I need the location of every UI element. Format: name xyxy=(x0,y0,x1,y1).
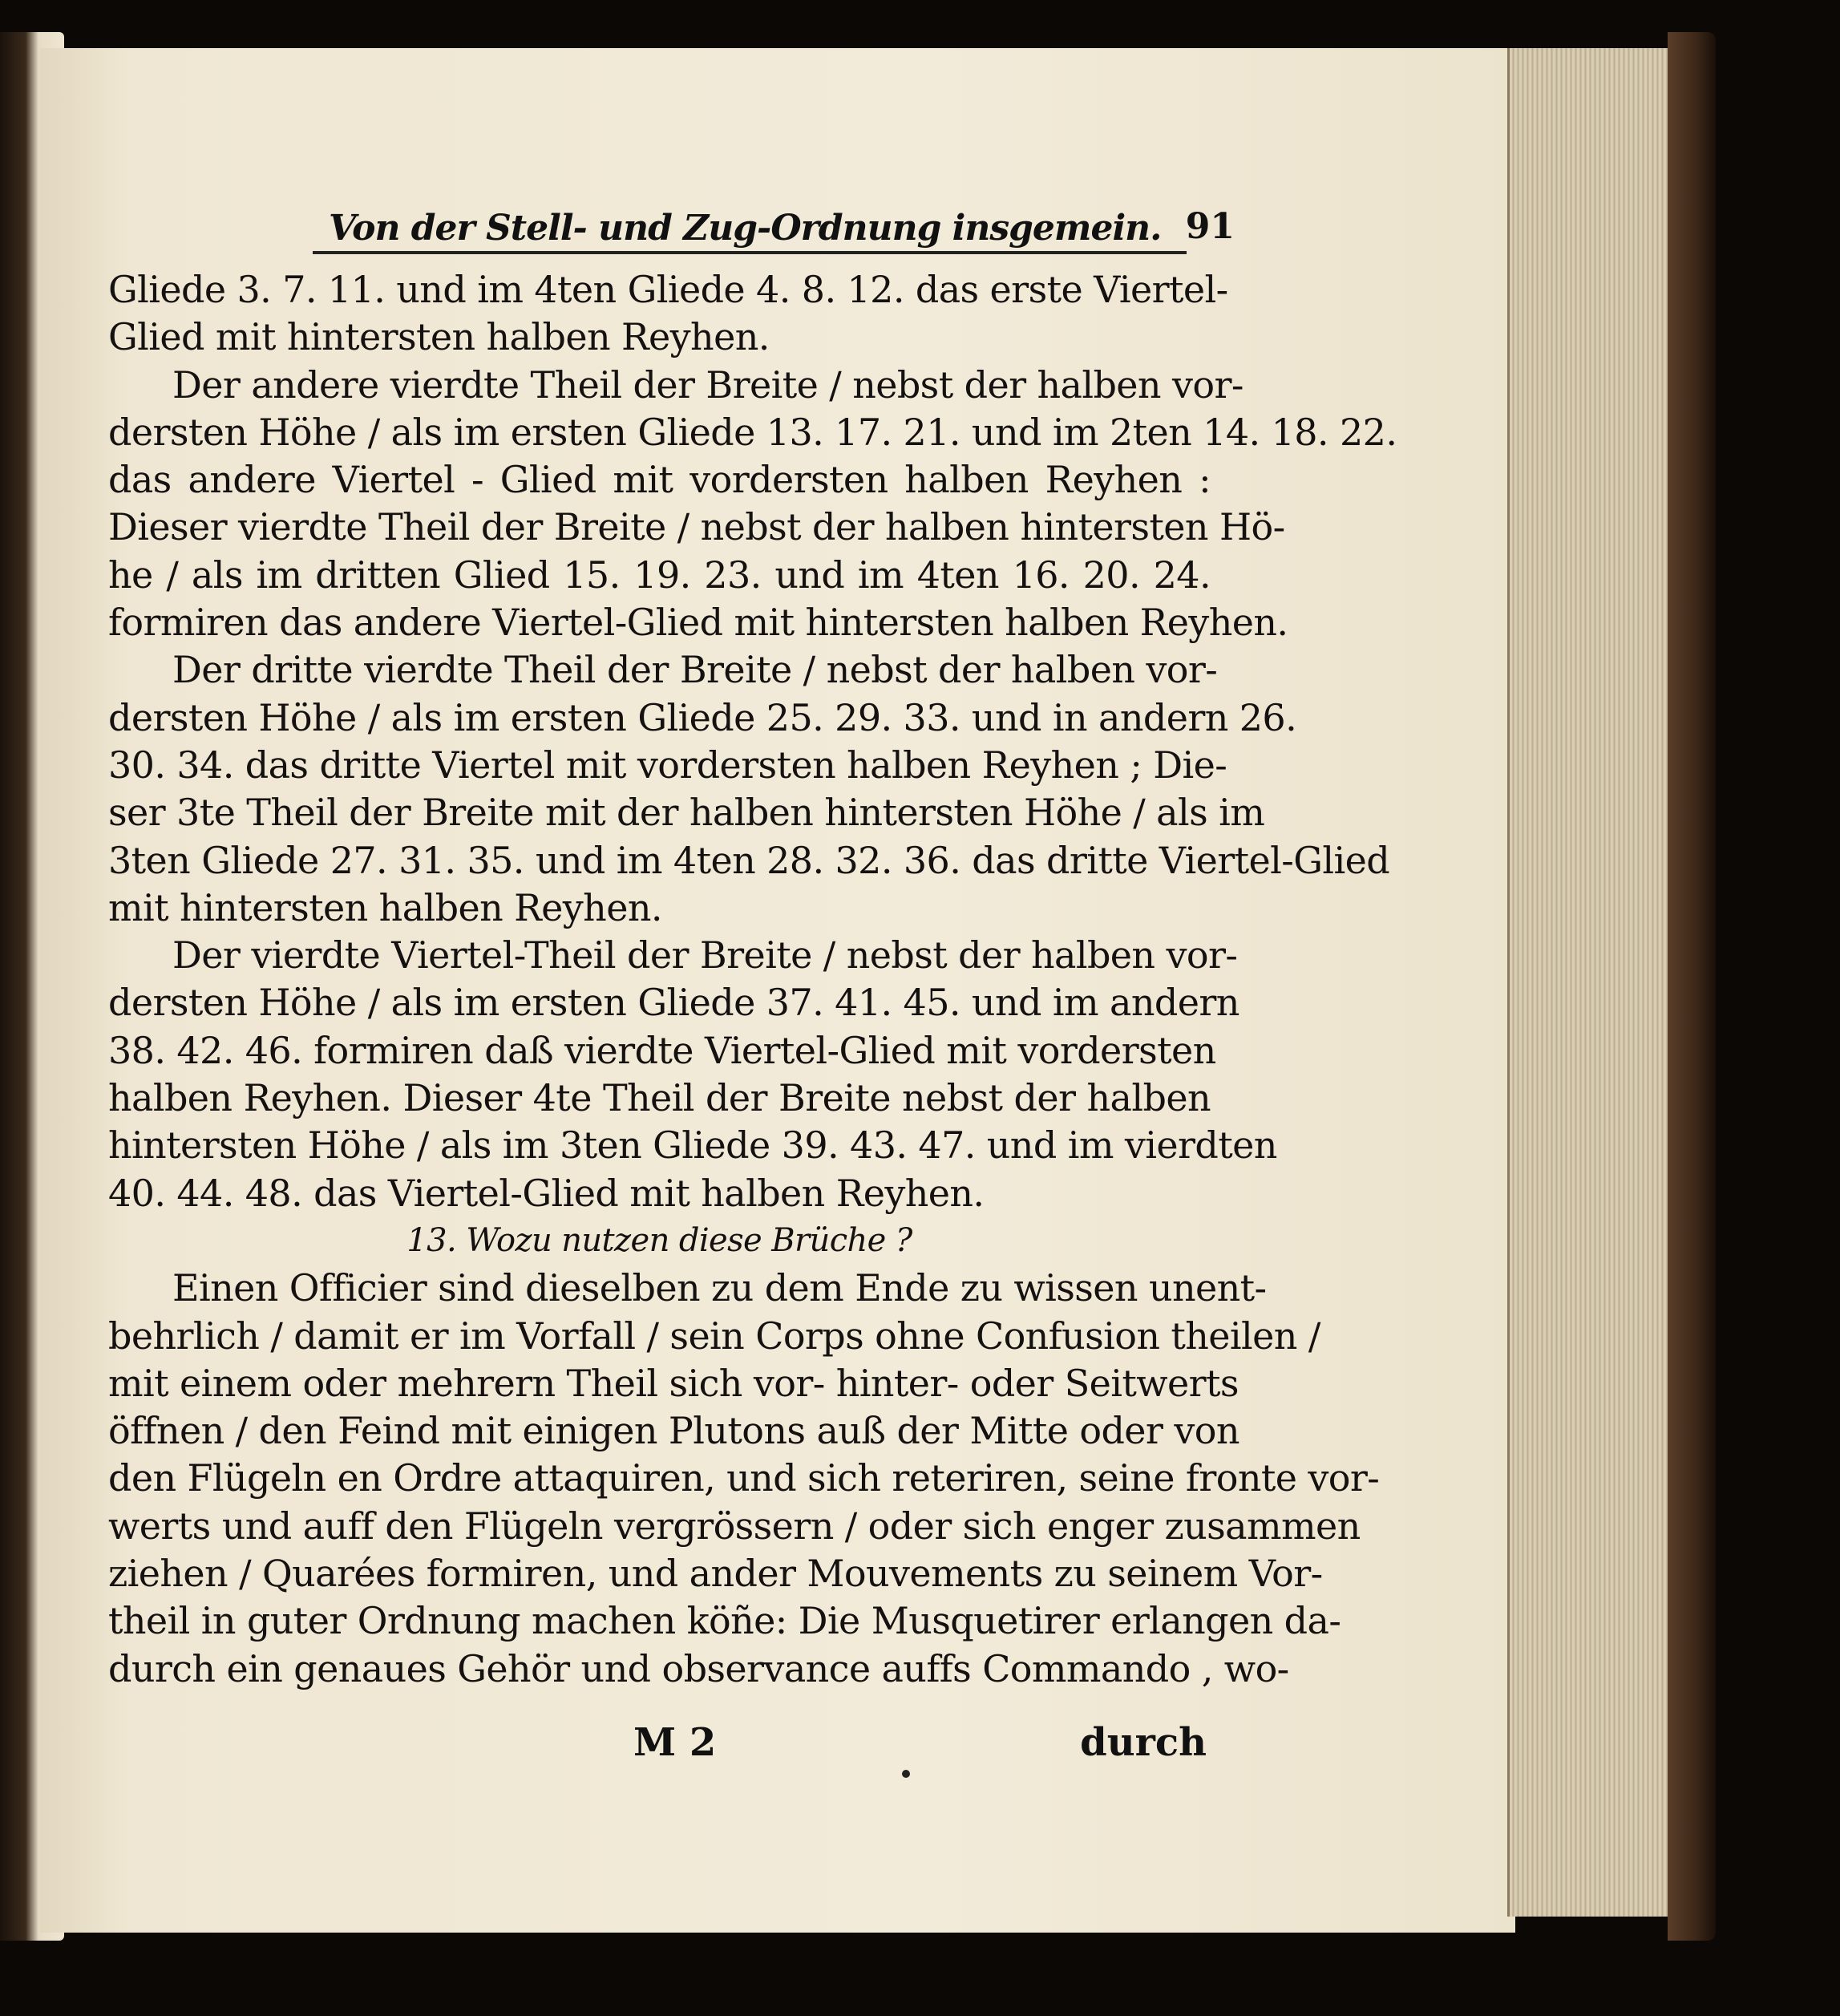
text-line: Der andere vierdte Theil der Breite / nebst der halben vor- xyxy=(172,362,1244,407)
text-line: Der dritte vierdte Theil der Breite / nebst der halben vor- xyxy=(172,648,1218,692)
text-line: mit einem oder mehrern Theil sich vor- hinter- oder Seitwerts xyxy=(108,1361,1239,1405)
text-line: Einen Officier sind dieselben zu dem Ende zu wissen unent- xyxy=(172,1266,1267,1310)
text-line: Der vierdte Viertel-Theil der Breite / nebst der halben vor- xyxy=(172,933,1238,978)
text-line: ziehen / Quarées formiren, und ander Mouvements zu seinem Vor- xyxy=(108,1552,1323,1596)
text-line: Dieser vierdte Theil der Breite / nebst der halben hintersten Hö- xyxy=(108,505,1285,549)
text-line: Gliede 3. 7. 11. und im 4ten Gliede 4. 8. 12. das erste Viertel- xyxy=(108,268,1228,311)
text-line: ser 3te Theil der Breite mit der halben hintersten Höhe / als im xyxy=(108,791,1265,835)
running-title: Von der Stell- und Zug-Ordnung insgemein. xyxy=(329,208,1162,249)
text-line: 3ten Gliede 27. 31. 35. und im 4ten 28. 32. 36. das dritte Viertel-Glied xyxy=(108,838,1390,882)
section-question: 13. Wozu nutzen diese Brüche ? xyxy=(406,1221,912,1259)
text-line: halben Reyhen. Dieser 4te Theil der Breite nebst der halben xyxy=(108,1076,1211,1120)
ink-speck xyxy=(902,1770,910,1778)
text-line: theil in guter Ordnung machen köñe: Die Musquetirer erlangen da- xyxy=(108,1599,1341,1643)
book-cover xyxy=(1668,32,1716,1941)
text-line: dersten Höhe / als im ersten Gliede 25. 29. 33. und in andern 26. xyxy=(108,695,1297,739)
text-line: hintersten Höhe / als im 3ten Gliede 39. 43. 47. und im vierdten xyxy=(108,1123,1277,1168)
text-line: öffnen / den Feind mit einigen Plutons auß der Mitte oder von xyxy=(108,1409,1239,1453)
text-line: dersten Höhe / als im ersten Gliede 37. 41. 45. und im andern xyxy=(108,981,1239,1025)
page-block-edge xyxy=(1507,48,1682,1917)
text-line: mit hintersten halben Reyhen. xyxy=(108,885,662,929)
text-line: dersten Höhe / als im ersten Gliede 13. 17. 21. und im 2ten 14. 18. 22. xyxy=(108,410,1397,454)
text-line: behrlich / damit er im Vorfall / sein Corps ohne Confusion theilen / xyxy=(108,1314,1320,1358)
text-line: formiren das andere Viertel-Glied mit hintersten halben Reyhen. xyxy=(108,601,1288,645)
text-line: durch ein genaues Gehör und observance auffs Commando , wo- xyxy=(108,1646,1289,1690)
page-header xyxy=(313,204,1235,253)
text-line: den Flügeln en Ordre attaquiren, und sich reteriren, seine fronte vor- xyxy=(108,1456,1380,1500)
text-line: Glied mit hintersten halben Reyhen. xyxy=(108,315,770,359)
text-line: 38. 42. 46. formiren daß vierdte Viertel-Glied mit vordersten xyxy=(108,1028,1216,1072)
text-line: werts und auff den Flügeln vergrössern / oder sich enger zusammen xyxy=(108,1504,1361,1548)
header-rule xyxy=(313,251,1187,254)
body-text xyxy=(108,266,1397,1693)
catchword: durch xyxy=(1080,1720,1207,1765)
page-number: 91 xyxy=(1185,206,1235,247)
text-line: he / als im dritten Glied 15. 19. 23. und im 4ten 16. 20. 24. xyxy=(108,553,1211,597)
text-line: das andere Viertel - Glied mit vordersten halben Reyhen : xyxy=(108,458,1211,502)
signature-mark: M 2 xyxy=(633,1720,717,1765)
facing-page-margin xyxy=(5,345,29,1147)
text-line: 40. 44. 48. das Viertel-Glied mit halben Reyhen. xyxy=(108,1171,985,1215)
text-line: 30. 34. das dritte Viertel mit vordersten halben Reyhen ; Die- xyxy=(108,743,1227,787)
